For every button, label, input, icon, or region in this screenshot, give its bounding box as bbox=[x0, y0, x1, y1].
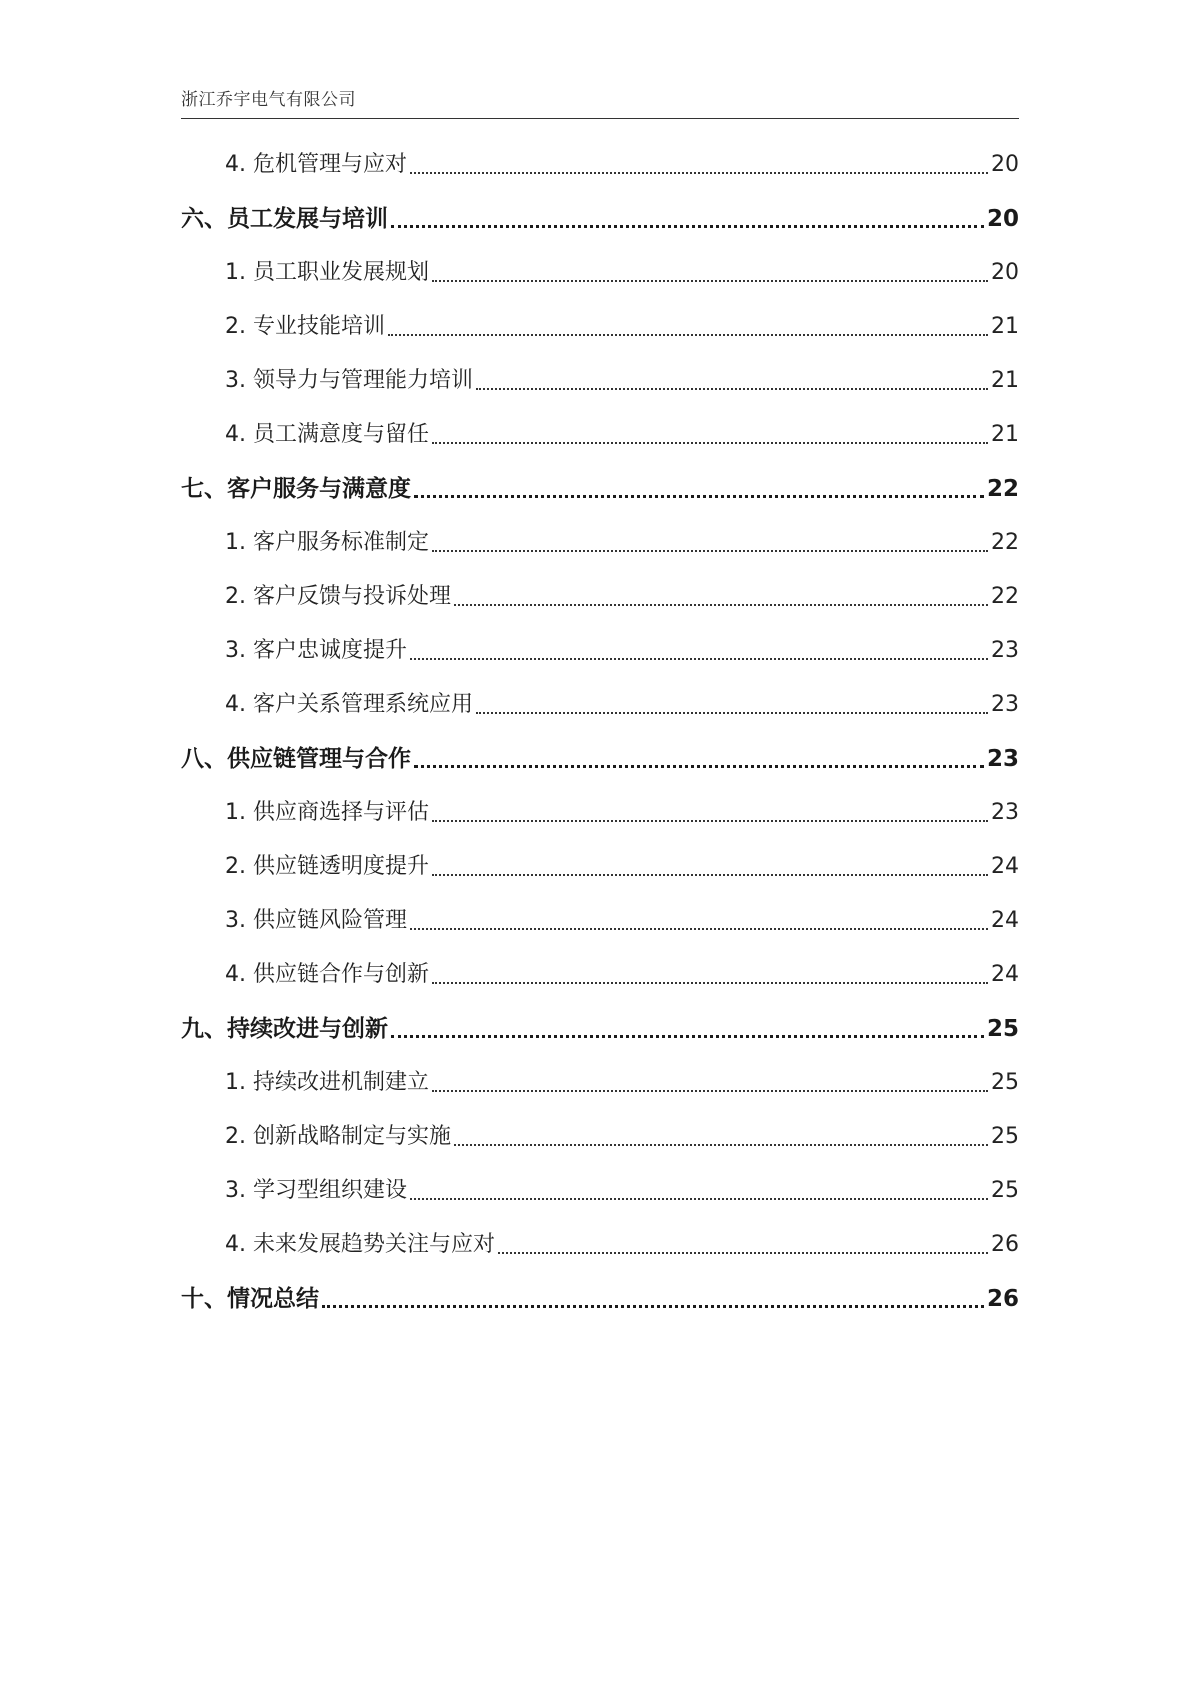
toc-section-entry[interactable] bbox=[181, 464, 1019, 518]
toc-entry-label: 九、持续改进与创新 bbox=[181, 1016, 388, 1042]
toc-dot-leader bbox=[322, 1305, 984, 1308]
toc-entry-label: 八、供应链管理与合作 bbox=[181, 746, 411, 772]
toc-page-number: 23 bbox=[991, 638, 1019, 663]
toc-entry-label: 2. 创新战略制定与实施 bbox=[225, 1124, 451, 1149]
toc-subsection-entry[interactable] bbox=[181, 302, 1019, 356]
toc-page-number: 25 bbox=[986, 1016, 1019, 1042]
toc-page-number: 21 bbox=[991, 422, 1019, 447]
toc-dot-leader bbox=[476, 388, 988, 390]
company-name: 浙江乔宇电气有限公司 bbox=[181, 90, 356, 110]
toc-subsection-entry[interactable] bbox=[181, 626, 1019, 680]
toc-entry-label: 十、情况总结 bbox=[181, 1286, 319, 1312]
toc-dot-leader bbox=[410, 1198, 988, 1200]
toc-page-number: 24 bbox=[991, 908, 1019, 933]
toc-dot-leader bbox=[410, 658, 988, 660]
toc-entry-label: 4. 危机管理与应对 bbox=[225, 152, 407, 177]
toc-page-number: 26 bbox=[986, 1286, 1019, 1312]
toc-dot-leader bbox=[432, 820, 988, 822]
toc-subsection-entry[interactable] bbox=[181, 950, 1019, 1004]
toc-section-entry[interactable] bbox=[181, 1004, 1019, 1058]
toc-page-number: 21 bbox=[991, 314, 1019, 339]
toc-subsection-entry[interactable] bbox=[181, 896, 1019, 950]
page-header bbox=[181, 88, 1019, 119]
toc-subsection-entry[interactable] bbox=[181, 1058, 1019, 1112]
toc-dot-leader bbox=[388, 334, 988, 336]
toc-page-number: 24 bbox=[991, 962, 1019, 987]
toc-entry-label: 1. 客户服务标准制定 bbox=[225, 530, 429, 555]
toc-page-number: 22 bbox=[991, 530, 1019, 555]
toc-entry-label: 4. 客户关系管理系统应用 bbox=[225, 692, 473, 717]
toc-page-number: 26 bbox=[991, 1232, 1019, 1257]
toc-dot-leader bbox=[391, 1035, 984, 1038]
toc-entry-label: 3. 供应链风险管理 bbox=[225, 908, 407, 933]
toc-dot-leader bbox=[454, 604, 988, 606]
toc-section-entry[interactable] bbox=[181, 1274, 1019, 1328]
toc-dot-leader bbox=[432, 874, 988, 876]
toc-entry-label: 3. 客户忠诚度提升 bbox=[225, 638, 407, 663]
toc-entry-label: 六、员工发展与培训 bbox=[181, 206, 388, 232]
toc-page-number: 21 bbox=[991, 368, 1019, 393]
toc-page-number: 24 bbox=[991, 854, 1019, 879]
toc-subsection-entry[interactable] bbox=[181, 518, 1019, 572]
toc-page-number: 22 bbox=[991, 584, 1019, 609]
toc-subsection-entry[interactable] bbox=[181, 248, 1019, 302]
toc-page-number: 22 bbox=[986, 476, 1019, 502]
toc-entry-label: 1. 持续改进机制建立 bbox=[225, 1070, 429, 1095]
toc-dot-leader bbox=[414, 765, 984, 768]
toc-dot-leader bbox=[410, 928, 988, 930]
toc-entry-label: 2. 客户反馈与投诉处理 bbox=[225, 584, 451, 609]
toc-subsection-entry[interactable] bbox=[181, 1220, 1019, 1274]
toc-subsection-entry[interactable] bbox=[181, 842, 1019, 896]
toc-section-entry[interactable] bbox=[181, 194, 1019, 248]
toc-entry-label: 1. 员工职业发展规划 bbox=[225, 260, 429, 285]
toc-page-number: 25 bbox=[991, 1178, 1019, 1203]
toc-subsection-entry[interactable] bbox=[181, 410, 1019, 464]
table-of-contents bbox=[181, 140, 1019, 1328]
toc-entry-label: 3. 学习型组织建设 bbox=[225, 1178, 407, 1203]
toc-dot-leader bbox=[432, 1090, 988, 1092]
toc-dot-leader bbox=[391, 225, 984, 228]
toc-dot-leader bbox=[432, 982, 988, 984]
toc-dot-leader bbox=[432, 280, 988, 282]
toc-subsection-entry[interactable] bbox=[181, 788, 1019, 842]
toc-entry-label: 3. 领导力与管理能力培训 bbox=[225, 368, 473, 393]
toc-entry-label: 4. 员工满意度与留任 bbox=[225, 422, 429, 447]
toc-dot-leader bbox=[454, 1144, 988, 1146]
toc-page-number: 23 bbox=[991, 800, 1019, 825]
toc-page-number: 25 bbox=[991, 1070, 1019, 1095]
toc-section-entry[interactable] bbox=[181, 734, 1019, 788]
toc-subsection-entry[interactable] bbox=[181, 1112, 1019, 1166]
toc-entry-label: 4. 供应链合作与创新 bbox=[225, 962, 429, 987]
toc-dot-leader bbox=[432, 550, 988, 552]
toc-subsection-entry[interactable] bbox=[181, 1166, 1019, 1220]
toc-dot-leader bbox=[414, 495, 984, 498]
toc-entry-label: 2. 供应链透明度提升 bbox=[225, 854, 429, 879]
toc-dot-leader bbox=[432, 442, 988, 444]
toc-dot-leader bbox=[476, 712, 988, 714]
toc-page-number: 23 bbox=[986, 746, 1019, 772]
toc-page-number: 20 bbox=[986, 206, 1019, 232]
toc-page-number: 25 bbox=[991, 1124, 1019, 1149]
toc-page-number: 20 bbox=[991, 260, 1019, 285]
toc-subsection-entry[interactable] bbox=[181, 356, 1019, 410]
toc-dot-leader bbox=[498, 1252, 988, 1254]
toc-page-number: 23 bbox=[991, 692, 1019, 717]
toc-entry-label: 2. 专业技能培训 bbox=[225, 314, 385, 339]
toc-dot-leader bbox=[410, 172, 988, 174]
toc-subsection-entry[interactable] bbox=[181, 680, 1019, 734]
toc-subsection-entry[interactable] bbox=[181, 572, 1019, 626]
toc-page-number: 20 bbox=[991, 152, 1019, 177]
toc-subsection-entry[interactable] bbox=[181, 140, 1019, 194]
toc-entry-label: 七、客户服务与满意度 bbox=[181, 476, 411, 502]
toc-entry-label: 4. 未来发展趋势关注与应对 bbox=[225, 1232, 495, 1257]
toc-entry-label: 1. 供应商选择与评估 bbox=[225, 800, 429, 825]
